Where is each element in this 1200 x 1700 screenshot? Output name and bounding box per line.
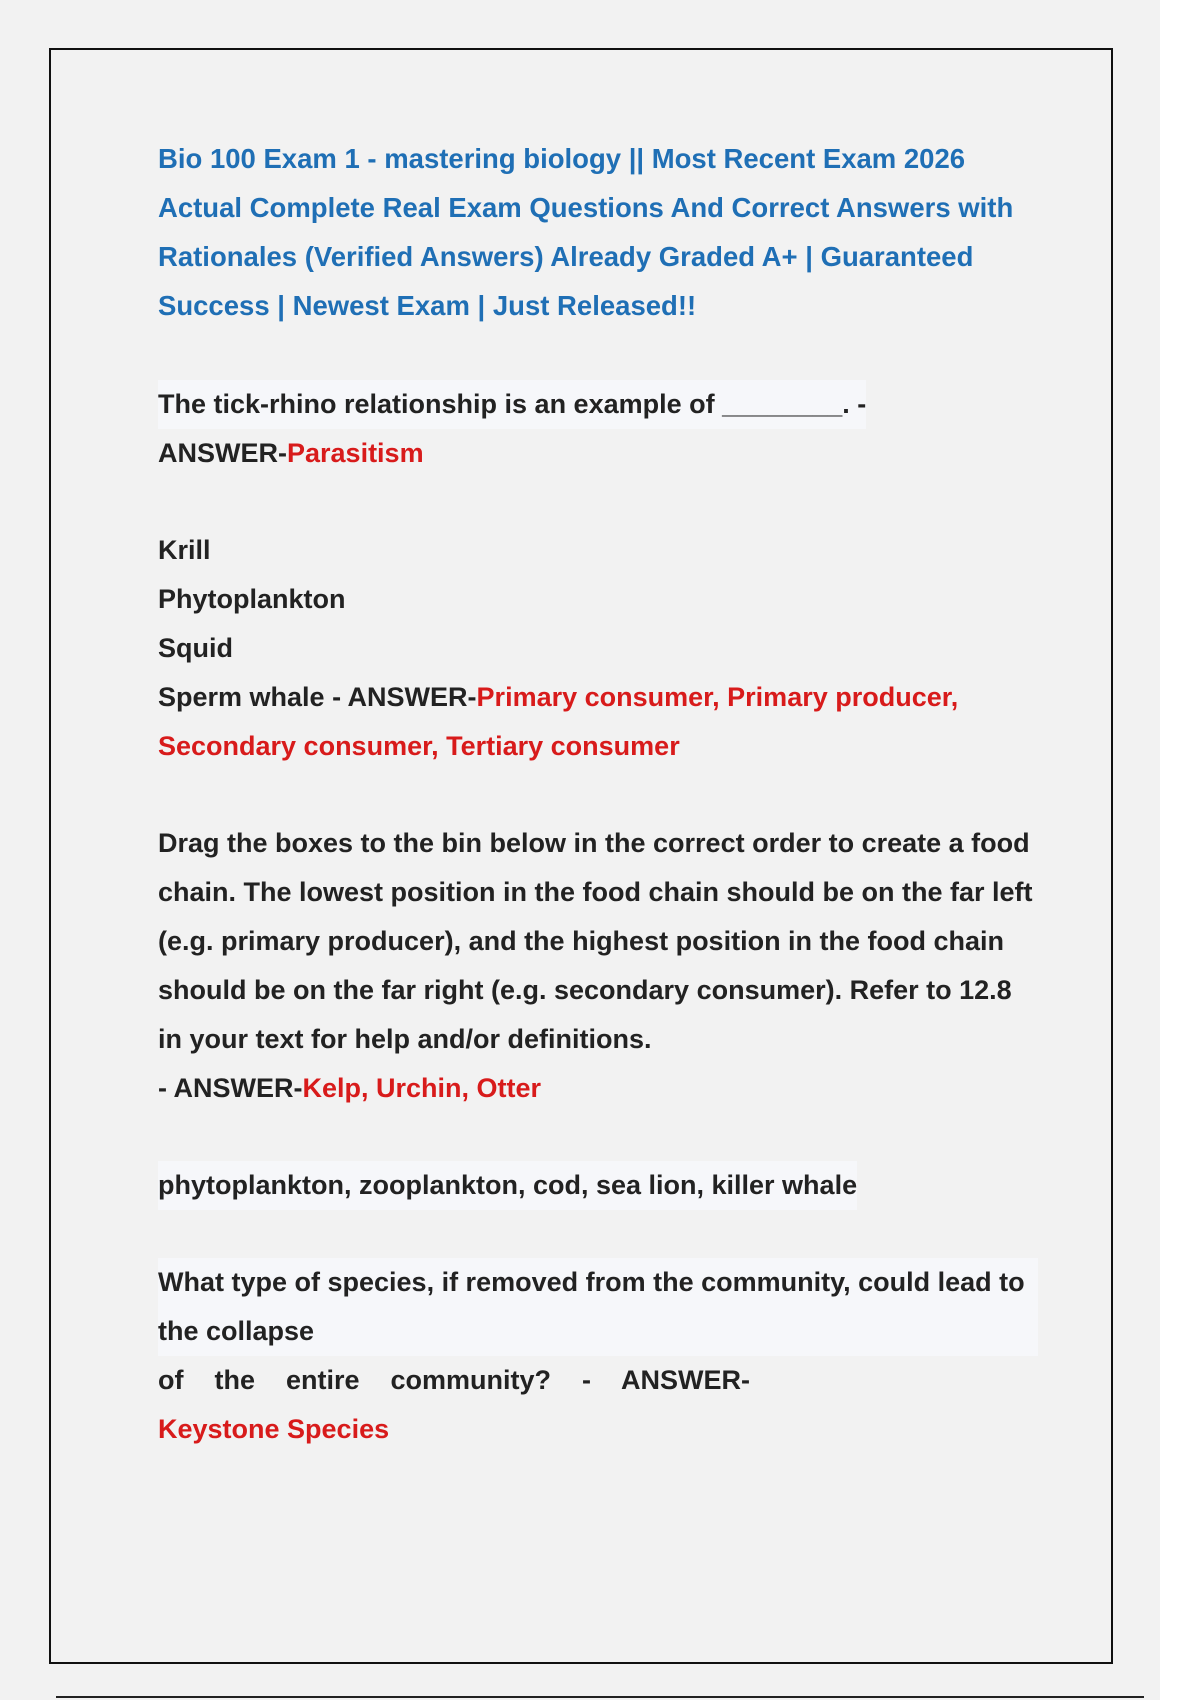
question-5-text-line-2: of the entire community? - ANSWER- xyxy=(158,1365,750,1395)
question-4-text: phytoplankton, zooplankton, cod, sea lion, killer whale xyxy=(158,1161,857,1210)
question-3-text: Drag the boxes to the bin below in the correct order to create a food chain. The lowest position in the food chain should be on the far left (e.g. primary producer), and the highest position in the food chain should be on the far right (e.g. secondary consumer). Refer to 12.8 in your text for help and/or definitions. xyxy=(158,828,1033,1054)
question-2-item: Phytoplankton xyxy=(158,584,346,614)
question-2-last-item-prefix: Sperm whale - ANSWER- xyxy=(158,682,477,712)
question-2-last-item-line xyxy=(158,673,1038,722)
document-title: Bio 100 Exam 1 - mastering biology || Most Recent Exam 2026 Actual Complete Real Exam Questions And Correct Answers with Rationales (Verified Answers) Already Graded A+ | Guaranteed Success | Newest Exam | Just Released!! xyxy=(158,143,1014,321)
question-2-item: Squid xyxy=(158,633,233,663)
question-3 xyxy=(158,819,1038,1113)
question-4 xyxy=(158,1161,1038,1210)
question-2-answer-part-1: Primary consumer, Primary producer, xyxy=(476,682,959,712)
question-1 xyxy=(158,380,1038,478)
question-5-answer: Keystone Species xyxy=(158,1414,390,1444)
question-3-answer-line xyxy=(158,1064,1038,1113)
document-content xyxy=(158,134,1038,1502)
question-1-answer-prefix: ANSWER- xyxy=(158,438,287,468)
bottom-rule xyxy=(56,1696,1144,1698)
question-1-answer: Parasitism xyxy=(287,438,424,468)
question-2 xyxy=(158,526,1038,771)
question-1-answer-line xyxy=(158,429,1038,478)
question-3-answer: Kelp, Urchin, Otter xyxy=(302,1073,542,1103)
question-1-text: The tick-rhino relationship is an example of ________. - xyxy=(158,380,866,429)
question-2-item: Krill xyxy=(158,535,211,565)
question-2-answer-part-2: Secondary consumer, Tertiary consumer xyxy=(158,731,680,761)
right-gutter xyxy=(1160,0,1200,1700)
question-5 xyxy=(158,1258,1038,1454)
question-3-answer-prefix: - ANSWER- xyxy=(158,1073,303,1103)
question-5-text-line-1: What type of species, if removed from the community, could lead to the collapse xyxy=(158,1258,1038,1356)
